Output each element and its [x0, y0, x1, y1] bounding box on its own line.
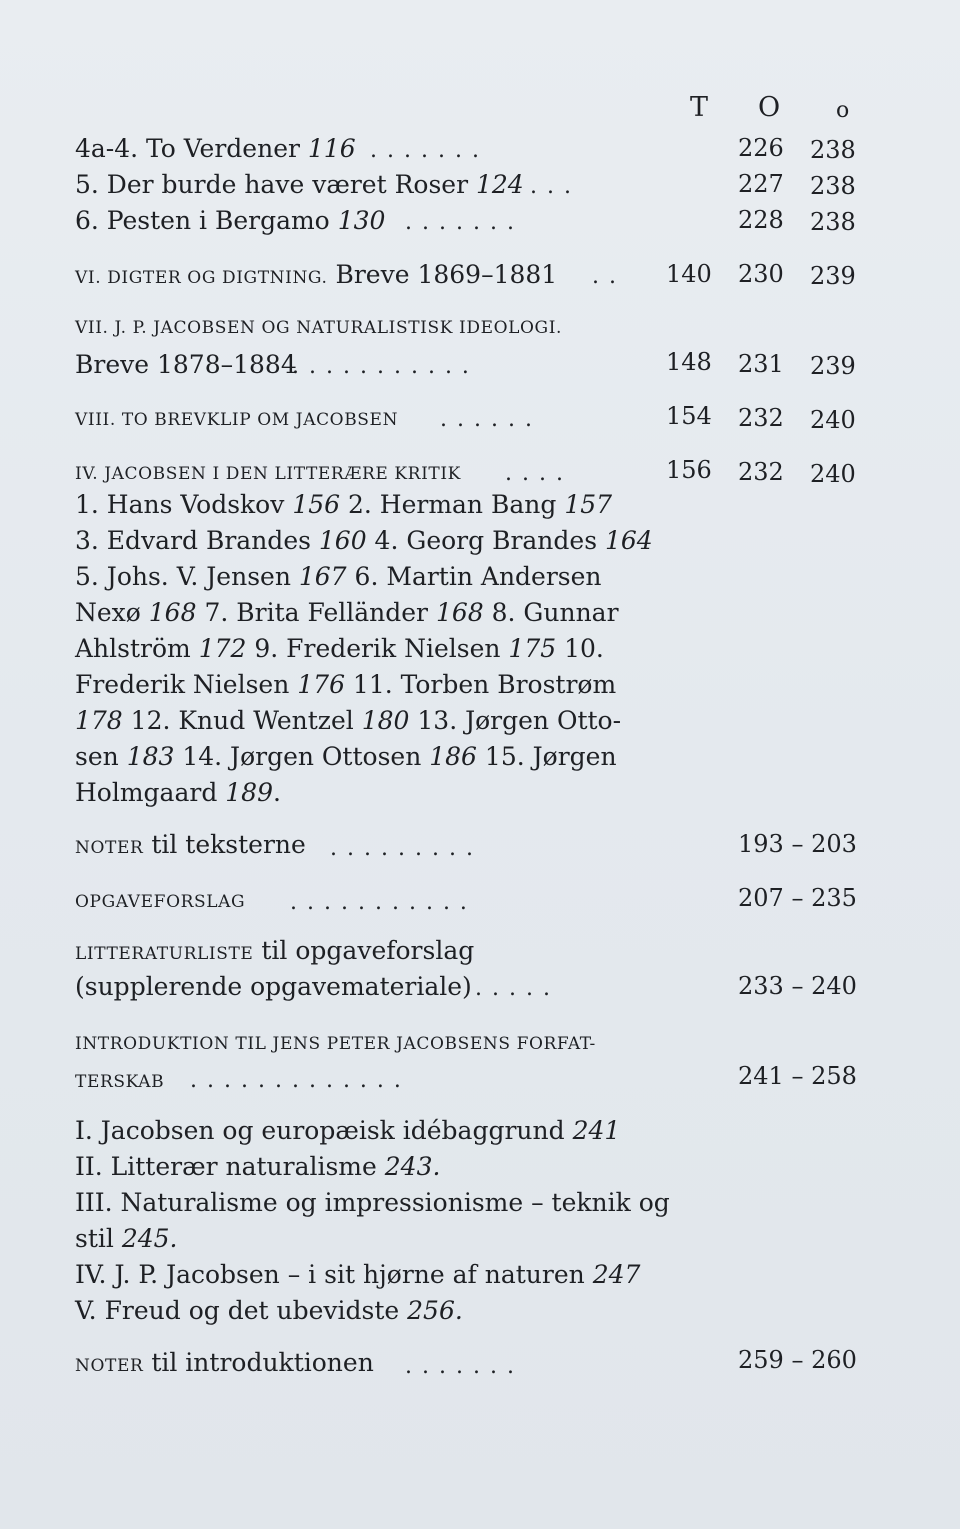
- toc-entry-noter-intro: NOTER til introduktionen: [75, 1348, 374, 1377]
- page-range: 207 – 235: [738, 884, 857, 912]
- column-header-o-small: o: [836, 98, 850, 123]
- critic-line: 3. Edvard Brandes 160 4. Georg Brandes 164: [75, 526, 653, 555]
- leader-dots: ..: [592, 264, 626, 289]
- toc-entry: 4a-4. To Verdener 116: [75, 134, 356, 163]
- page-number: 231: [738, 350, 784, 378]
- page-range: 241 – 258: [738, 1062, 857, 1090]
- column-header-o: O: [758, 92, 781, 123]
- page-number: 148: [666, 348, 712, 376]
- critic-line: sen 183 14. Jørgen Ottosen 186 15. Jørgen: [75, 742, 617, 771]
- leader-dots: .....: [475, 976, 560, 1001]
- page-number: 154: [666, 402, 712, 430]
- leader-dots: ...........: [292, 354, 479, 379]
- chapter-line: II. Litterær naturalisme 243.: [75, 1152, 441, 1181]
- page-number: 156: [666, 456, 712, 484]
- critic-line: 178 12. Knud Wentzel 180 13. Jørgen Otto-: [75, 706, 622, 735]
- page-number: 238: [810, 136, 856, 164]
- critic-line: Nexø 168 7. Brita Felländer 168 8. Gunnar: [75, 598, 619, 627]
- toc-entry-noter-tekst: NOTER til teksterne: [75, 830, 306, 859]
- page-number: 240: [810, 406, 856, 434]
- toc-entry: Breve 1878–1884: [75, 350, 297, 379]
- page-number: 239: [810, 262, 856, 290]
- critic-line: 1. Hans Vodskov 156 2. Herman Bang 157: [75, 490, 613, 519]
- leader-dots: ......: [440, 407, 542, 432]
- page-number: 238: [810, 172, 856, 200]
- toc-entry-opgaveforslag: OPGAVEFORSLAG: [75, 892, 246, 912]
- section-heading-iv: IV. JACOBSEN I DEN LITTERÆRE KRITIK: [75, 464, 461, 484]
- critic-line: Ahlström 172 9. Frederik Nielsen 175 10.: [75, 634, 604, 663]
- page-number: 140: [666, 260, 712, 288]
- critic-line: Frederik Nielsen 176 11. Torben Brostrøm: [75, 670, 617, 699]
- column-header-t: T: [690, 92, 709, 123]
- page-number: 230: [738, 260, 784, 288]
- page-number: 239: [810, 352, 856, 380]
- toc-entry-litteratur-line2: (supplerende opgavemateriale): [75, 972, 472, 1001]
- page-number: 232: [738, 458, 784, 486]
- chapter-line: stil 245.: [75, 1224, 178, 1253]
- page-number: 226: [738, 134, 784, 162]
- toc-entry: 6. Pesten i Bergamo 130: [75, 206, 386, 235]
- toc-entry-introduktion-line2: TERSKAB: [75, 1072, 165, 1092]
- leader-dots: ...: [530, 174, 581, 199]
- leader-dots: .............: [190, 1068, 411, 1093]
- section-heading-vi: VI. DIGTER OG DIGTNING. Breve 1869–1881: [75, 260, 558, 289]
- chapter-line: III. Naturalisme og impressionisme – teknik og: [75, 1188, 670, 1217]
- page-range: 233 – 240: [738, 972, 857, 1000]
- page-number: 238: [810, 208, 856, 236]
- critic-line: Holmgaard 189.: [75, 778, 281, 807]
- page-range: 259 – 260: [738, 1346, 857, 1374]
- chapter-line: IV. J. P. Jacobsen – i sit hjørne af naturen 247: [75, 1260, 641, 1289]
- page-range: 193 – 203: [738, 830, 857, 858]
- page-number: 228: [738, 206, 784, 234]
- leader-dots: ...........: [290, 890, 477, 915]
- leader-dots: .........: [330, 836, 483, 861]
- critic-line: 5. Johs. V. Jensen 167 6. Martin Andersen: [75, 562, 602, 591]
- leader-dots: ....: [505, 461, 573, 486]
- chapter-line: I. Jacobsen og europæisk idébaggrund 241: [75, 1116, 621, 1145]
- leader-dots: .......: [405, 210, 524, 235]
- toc-entry: 5. Der burde have været Roser 124: [75, 170, 524, 199]
- section-heading-vii: VII. J. P. JACOBSEN OG NATURALISTISK IDEOLOGI.: [75, 318, 563, 338]
- chapter-line: V. Freud og det ubevidste 256.: [75, 1296, 463, 1325]
- page-number: 240: [810, 460, 856, 488]
- toc-entry-litteratur: LITTERATURLISTE til opgaveforslag: [75, 936, 475, 965]
- leader-dots: .......: [405, 1354, 524, 1379]
- toc-entry-introduktion: INTRODUKTION TIL JENS PETER JACOBSENS FORFAT-: [75, 1034, 596, 1054]
- page-number: 227: [738, 170, 784, 198]
- leader-dots: .......: [370, 138, 489, 163]
- section-heading-viii: VIII. TO BREVKLIP OM JACOBSEN: [75, 410, 399, 430]
- page-number: 232: [738, 404, 784, 432]
